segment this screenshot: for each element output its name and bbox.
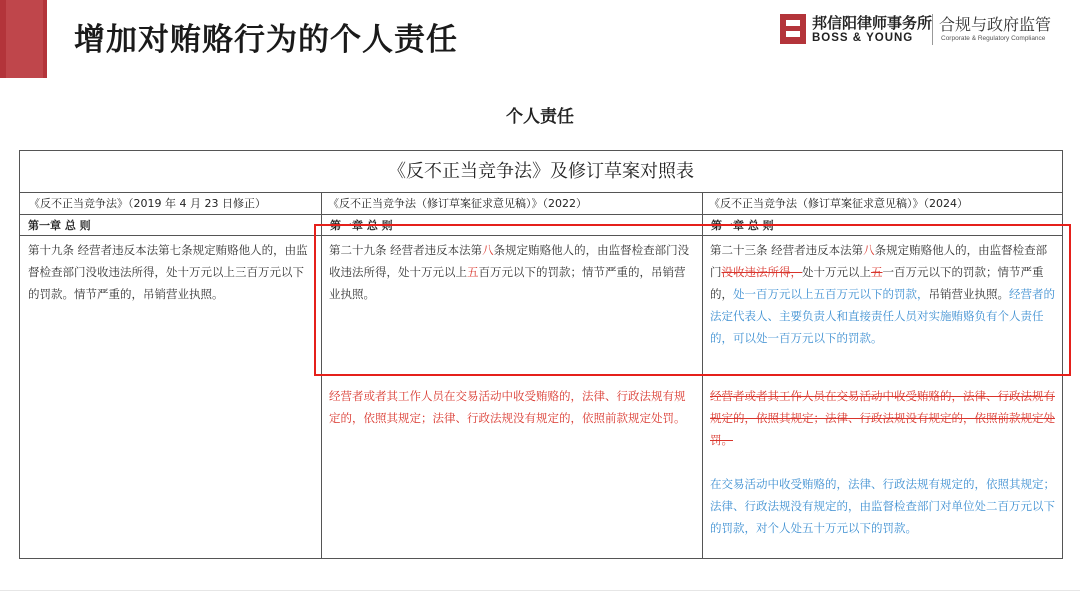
deleted-bribe-receiving-text-2024: 经营者或者其工作人员在交易活动中收受贿赂的，法律、行政法规有规定的，依照其规定；法律、行政法规没有规定的，依照前款规定处罚。: [710, 389, 1055, 447]
practice-name-cn: 合规与政府监管: [939, 15, 1052, 34]
firm-name-en: BOSS & YOUNG: [812, 32, 914, 44]
changed-text: 八: [863, 243, 875, 257]
bribe-receiving-text-2022: 经营者或者其工作人员在交易活动中收受贿赂的，法律、行政法规有规定的，依照其规定；法律、行政法规没有规定的，依照前款规定处罚。: [329, 389, 686, 425]
practice-name-en: Corporate & Regulatory Compliance: [941, 35, 1046, 42]
text-run: 百万元以下的罚款；情节严重的，吊销营业执照。: [329, 265, 686, 301]
changed-text: 八: [482, 243, 494, 257]
text-run: 吊销营业执照。: [928, 287, 1009, 301]
chapter-label-2024: 第一章 总 则: [703, 215, 1062, 236]
firm-logo: [780, 12, 1070, 48]
column-header-2024: 《反不正当竞争法（修订草案征求意见稿）》（2024）: [703, 193, 1062, 215]
logo-divider: [932, 14, 933, 45]
article-text-2019: 第十九条 经营者违反本法第七条规定贿赂他人的，由监督检查部门没收违法所得，处十万元以上三百万元以下的罚款。情节严重的，吊销营业执照。: [28, 243, 308, 301]
text-run: 条规定贿赂他人的，由监督检查部门: [710, 243, 1048, 279]
column-header-2022: 《反不正当竞争法（修订草案征求意见稿）》（2022）: [322, 193, 702, 215]
slide-title: 增加对贿赂行为的个人责任: [74, 22, 458, 58]
text-run: 第二十三条 经营者违反本法第: [710, 243, 864, 257]
table-title: 《反不正当竞争法》及修订草案对照表: [20, 151, 1062, 193]
text-run: 一百万元以下的罚款；情节严重的，: [710, 265, 1044, 301]
added-bribe-receiving-text-2024: 在交易活动中收受贿赂的，法律、行政法规有规定的，依照其规定；法律、行政法规没有规定的，由监督检查部门对单位处二百万元以下的罚款，对个人处五十万元以下的罚款。: [710, 477, 1055, 535]
accent-bar: [0, 0, 47, 78]
changed-text: 五: [467, 265, 479, 279]
bottom-rule: [0, 590, 1080, 591]
firm-logo-icon: [780, 14, 806, 44]
chapter-label-2022: 第一章 总 则: [322, 215, 702, 236]
deleted-text: 没收违法所得，: [721, 265, 802, 279]
chapter-label-2019: 第一章 总 则: [20, 215, 321, 236]
highlight-box: [314, 224, 1071, 376]
text-run: 第二十九条 经营者违反本法第: [329, 243, 483, 257]
text-run: 处十万元以上: [802, 265, 871, 279]
added-text: 经营者的法定代表人、主要负责人和直接责任人员对实施贿赂负有个人责任的，可以处一百万元以下的罚款。: [710, 287, 1055, 345]
column-header-2019: 《反不正当竞争法》（2019 年 4 月 23 日修正）: [20, 193, 321, 215]
section-heading: 个人责任: [506, 107, 574, 127]
deleted-text: 五: [871, 265, 883, 279]
text-run: 条规定贿赂他人的，由监督检查部门没收违法所得，处十万元以上: [329, 243, 690, 279]
firm-name-cn: 邦信阳律师事务所: [812, 14, 933, 32]
added-text: 处一百万元以上五百万元以下的罚款，: [733, 287, 929, 301]
